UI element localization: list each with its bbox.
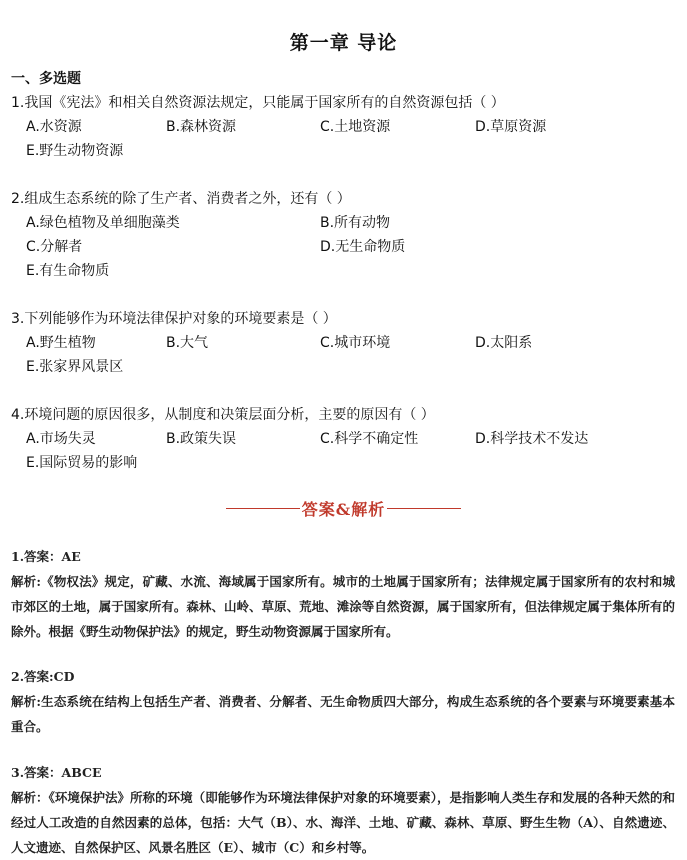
q2-option-b: B.所有动物: [320, 215, 391, 231]
section-heading: 一、多选题: [11, 71, 81, 87]
q1-option-e: E.野生动物资源: [26, 143, 124, 159]
q3-option-d: D.太阳系: [475, 335, 533, 351]
answer-1: [11, 544, 675, 644]
answer-2: [11, 664, 675, 739]
answer-2-explanation: 解析:生态系统在结构上包括生产者、消费者、分解者、无生命物质四大部分，构成生态系统的各个要素与环境要素基本重合。: [11, 694, 675, 734]
q4-option-e: E.国际贸易的影响: [26, 455, 138, 471]
answers-heading: 答案&解析: [301, 499, 386, 519]
question-2-text: 2.组成生态系统的除了生产者、消费者之外，还有（ ）: [11, 191, 351, 207]
q3-option-a: A.野生植物: [26, 335, 96, 351]
q4-option-a: A.市场失灵: [26, 431, 96, 447]
q2-option-e: E.有生命物质: [26, 263, 110, 279]
answer-3-explanation: 解析：《环境保护法》所称的环境（即能够作为环境法律保护对象的环境要素），是指影响人类生存和发展的各种天然的和经过人工改造的自然因素的总体，包括：大气（B）、水、海洋、土地、矿藏、森林、草原、野生生物（A）、自然遗迹、人文遗迹、自然保护区、风景名胜区（E）、城市（C）和乡村等。: [11, 790, 675, 855]
q1-option-d: D.草原资源: [475, 119, 547, 135]
answers-divider: [0, 495, 687, 521]
question-3-text: 3.下列能够作为环境法律保护对象的环境要素是（ ）: [11, 311, 337, 327]
q1-option-a: A.水资源: [26, 119, 82, 135]
q2-option-d: D.无生命物质: [320, 239, 406, 255]
answer-1-head: 1.答案：AE: [11, 549, 81, 564]
answer-3: [11, 760, 675, 860]
divider-line-left: [226, 508, 300, 509]
divider-line-right: [387, 508, 461, 509]
answer-2-head: 2.答案:CD: [11, 669, 75, 684]
answer-3-head: 3.答案：ABCE: [11, 765, 102, 780]
q4-option-b: B.政策失误: [166, 431, 237, 447]
q3-option-b: B.大气: [166, 335, 209, 351]
q2-option-c: C.分解者: [26, 239, 83, 255]
q1-option-b: B.森林资源: [166, 119, 237, 135]
q1-option-c: C.土地资源: [320, 119, 391, 135]
question-4-text: 4.环境问题的原因很多，从制度和决策层面分析，主要的原因有（ ）: [11, 407, 435, 423]
answer-1-explanation: 解析:《物权法》规定，矿藏、水流、海域属于国家所有。城市的土地属于国家所有；法律规定属于国家所有的农村和城市郊区的土地，属于国家所有。森林、山岭、草原、荒地、滩涂等自然资源，属于国家所有，但法律规定属于集体所有的除外。根据《野生动物保护法》的规定，野生动物资源属于国家所有。: [11, 574, 675, 639]
q3-option-e: E.张家界风景区: [26, 359, 124, 375]
question-1-text: 1.我国《宪法》和相关自然资源法规定，只能属于国家所有的自然资源包括（ ）: [11, 95, 505, 111]
q4-option-c: C.科学不确定性: [320, 431, 419, 447]
q4-option-d: D.科学技术不发达: [475, 431, 589, 447]
page-title: 第一章 导论: [289, 32, 398, 54]
q2-option-a: A.绿色植物及单细胞藻类: [26, 215, 180, 231]
q3-option-c: C.城市环境: [320, 335, 391, 351]
